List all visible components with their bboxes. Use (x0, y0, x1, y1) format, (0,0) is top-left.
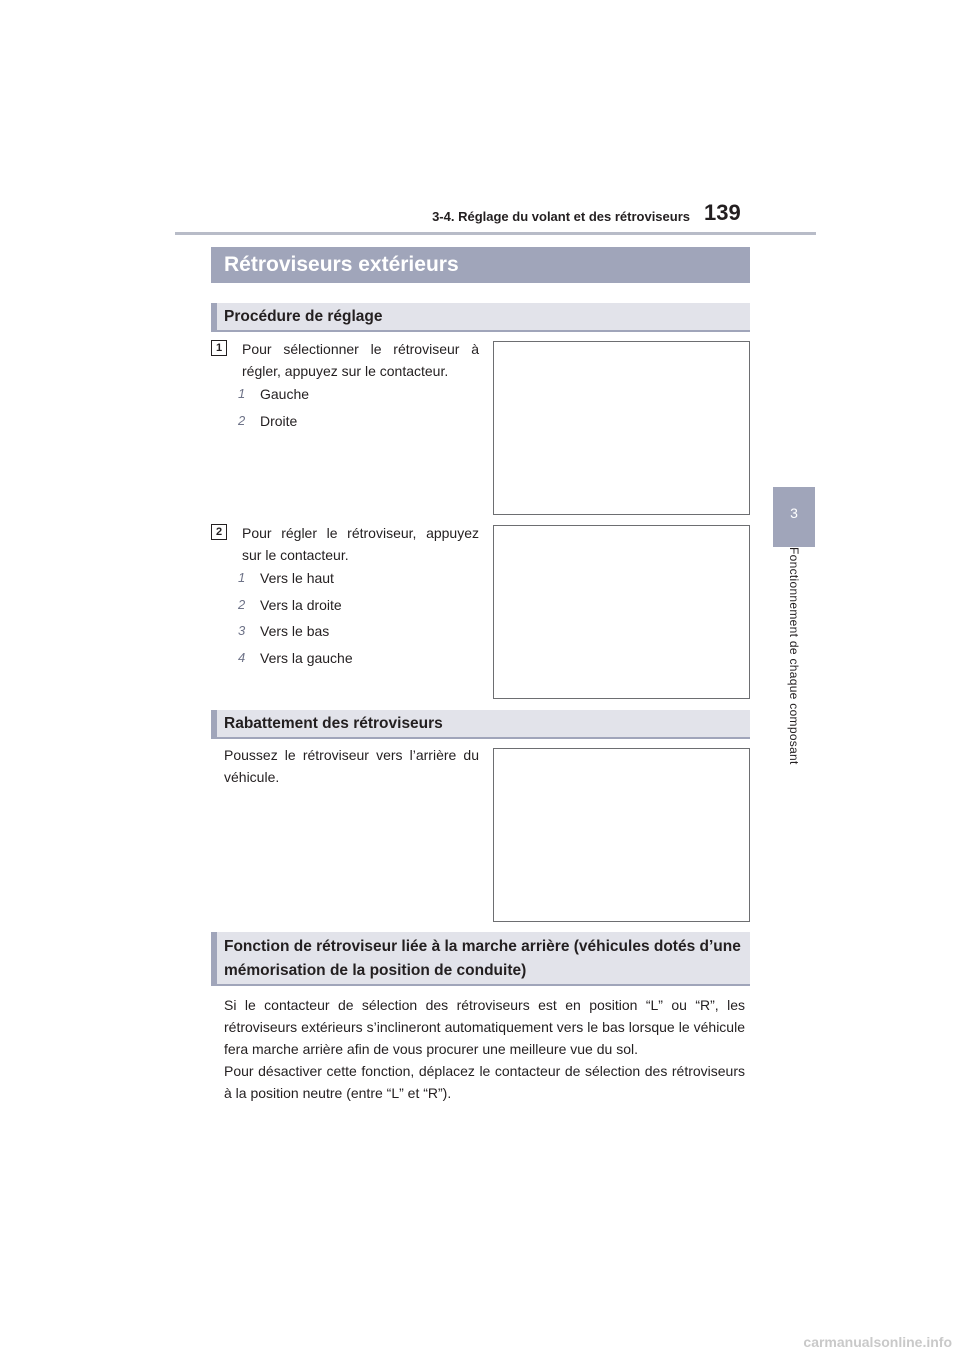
step-2-item-3-num: 3 (238, 623, 246, 638)
step-1-item-2-num: 2 (238, 413, 246, 428)
step-2-item-4-num: 4 (238, 650, 246, 665)
section-title: 3-4. Réglage du volant et des rétroviseurs (432, 209, 690, 224)
step-2-item-2-num: 2 (238, 597, 246, 612)
figure-mirror-select-switch (493, 341, 750, 515)
main-title: Rétroviseurs extérieurs (224, 253, 459, 276)
reverse-link-paragraph-2: Pour désactiver cette fonction, déplacez le contacteur de sélection des rétroviseurs à la position neutre (entre “L” et “R”). (224, 1063, 745, 1101)
step-badge-2: 2 (211, 524, 227, 540)
chapter-number: 3 (790, 505, 798, 521)
section-heading-folding: Rabattement des rétroviseurs (211, 710, 750, 739)
page-number: 139 (704, 200, 741, 225)
step-1-item-2-label: Droite (260, 413, 298, 429)
step-2-item-4-label: Vers la gauche (260, 650, 353, 666)
step-1-text: Pour sélectionner le rétroviseur à régler, appuyez sur le contacteur. (242, 341, 479, 379)
watermark: carmanualsonline.info (803, 1334, 952, 1350)
step-badge-1: 1 (211, 340, 227, 356)
section-heading-reverse-link: Fonction de rétroviseur liée à la marche arrière (véhicules dotés d’une mémorisation de la position de conduite) (211, 932, 750, 986)
step-1-item-1-num: 1 (238, 386, 246, 401)
step-1-item-1-label: Gauche (260, 386, 310, 402)
figure-mirror-folding (493, 748, 750, 922)
reverse-link-paragraph-1: Si le contacteur de sélection des rétroviseurs est en position “L” ou “R”, les rétroviseurs extérieurs s’inclineront automatiquement vers le bas lorsque le véhicule fera marche arrière afin de vous procurer une meilleure vue du sol. (224, 997, 745, 1057)
main-title-bar (211, 247, 750, 283)
step-2-item-1-label: Vers le haut (260, 570, 334, 586)
header-divider (175, 232, 816, 235)
step-2-item-1-num: 1 (238, 570, 246, 585)
chapter-title-vertical (773, 547, 815, 807)
chapter-title: Fonctionnement de chaque composant (787, 547, 801, 765)
folding-text: Poussez le rétroviseur vers l’arrière du véhicule. (224, 747, 479, 785)
step-2-item-2-label: Vers la droite (260, 597, 342, 613)
section-heading-adjustment: Procédure de réglage (211, 303, 750, 332)
step-2-text: Pour régler le rétroviseur, appuyez sur le contacteur. (242, 525, 479, 563)
figure-mirror-adjust-switch (493, 525, 750, 699)
step-2-item-3-label: Vers le bas (260, 623, 330, 639)
